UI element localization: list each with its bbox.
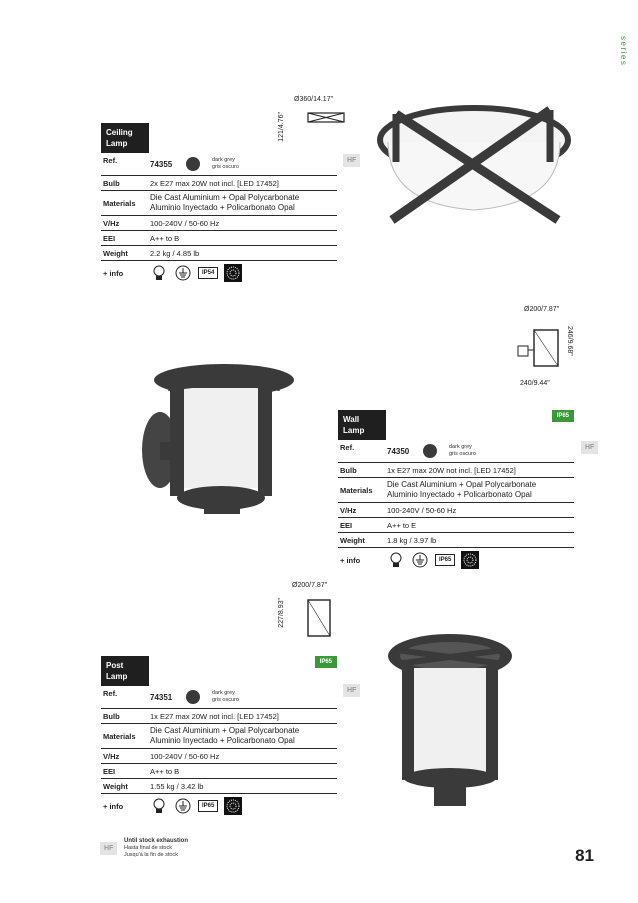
- info-row: [338, 548, 574, 572]
- ref-row: [101, 686, 337, 709]
- ip-rating: IP65: [435, 554, 455, 566]
- eei-label: EEI: [340, 520, 353, 530]
- weight-value: 2.2 kg / 4.85 lb: [150, 248, 200, 258]
- eei-label: EEI: [103, 766, 116, 776]
- ref-label: Ref.: [340, 443, 355, 452]
- materials-es: Aluminio Inyectado + Policarbonato Opal: [150, 203, 295, 212]
- ground-icon: [411, 551, 429, 569]
- eei-value: A++ to E: [387, 520, 417, 530]
- hf-badge: HF: [343, 154, 360, 167]
- bulb-row: [101, 176, 337, 191]
- eei-row: [101, 764, 337, 779]
- materials-value: [150, 724, 337, 748]
- color-es: gris oscuro: [212, 697, 239, 703]
- materials-en: Die Cast Aluminium + Opal Polycarbonate: [150, 193, 300, 202]
- eei-row: [101, 231, 337, 246]
- info-row: [101, 261, 337, 285]
- vhz-row: [101, 216, 337, 231]
- info-label: + info: [340, 555, 361, 565]
- color-swatch: [423, 444, 437, 458]
- bulb-label: Bulb: [103, 711, 120, 721]
- ref-number: 74355: [150, 159, 173, 169]
- materials-row: [338, 478, 574, 503]
- weight-row: [101, 246, 337, 261]
- weight-label: Weight: [340, 535, 365, 545]
- footer-line3: Jusqu'à la fin de stock: [124, 852, 178, 858]
- vhz-label: V/Hz: [340, 505, 357, 515]
- product-post: [101, 656, 337, 818]
- vhz-label: V/Hz: [103, 751, 120, 761]
- dimension-side: 121/4.76": [278, 112, 285, 142]
- ip-rating: IP54: [198, 267, 218, 279]
- color-swatch: [186, 690, 200, 704]
- eei-row: [338, 518, 574, 533]
- ip-badge: IP65: [552, 410, 574, 422]
- dimension-side: 227/8.93": [278, 598, 285, 628]
- bulb-label: Bulb: [340, 465, 357, 475]
- eei-label: EEI: [103, 233, 116, 243]
- category-header: Wall Lamp: [338, 410, 386, 440]
- series-label: series: [619, 36, 628, 67]
- ref-label: Ref.: [103, 689, 118, 698]
- post-lamp-image: [380, 628, 520, 808]
- ref-row: [101, 153, 337, 176]
- info-label: + info: [103, 801, 124, 811]
- pattern-icon: [461, 551, 479, 569]
- bulb-label: Bulb: [103, 178, 120, 188]
- bulb-icon: [150, 797, 168, 815]
- product-ceiling: [101, 123, 337, 285]
- color-en: dark grey: [212, 690, 235, 696]
- category-header: Ceiling Lamp: [101, 123, 149, 153]
- pattern-icon: [224, 797, 242, 815]
- ground-icon: [174, 797, 192, 815]
- wall-lamp-image: [128, 360, 298, 528]
- dimension-drawing-wall: [512, 306, 582, 388]
- hf-badge-footer: HF: [100, 842, 117, 855]
- vhz-value: 100-240V / 50-60 Hz: [387, 505, 457, 515]
- ceiling-lamp-image: [368, 92, 580, 242]
- ip-rating: IP65: [198, 800, 218, 812]
- weight-label: Weight: [103, 781, 128, 791]
- bulb-row: [101, 709, 337, 724]
- hf-badge: HF: [581, 441, 598, 454]
- bulb-icon: [387, 551, 405, 569]
- materials-label: Materials: [340, 485, 373, 495]
- weight-value: 1.8 kg / 3.97 lb: [387, 535, 437, 545]
- wall-drawing-icon: [516, 324, 564, 372]
- materials-value: [387, 478, 574, 502]
- dimension-bottom: 240/9.44": [520, 380, 550, 387]
- eei-value: A++ to B: [150, 766, 180, 776]
- ground-icon: [174, 264, 192, 282]
- color-es: gris oscuro: [212, 164, 239, 170]
- footer-line1: Until stock exhaustion: [124, 838, 189, 844]
- materials-en: Die Cast Aluminium + Opal Polycarbonate: [150, 726, 300, 735]
- dimension-top: Ø200/7.87": [524, 306, 560, 313]
- vhz-label: V/Hz: [103, 218, 120, 228]
- info-label: + info: [103, 268, 124, 278]
- eei-value: A++ to B: [150, 233, 180, 243]
- dimension-top: Ø200/7.87": [292, 582, 328, 589]
- hf-badge: HF: [343, 684, 360, 697]
- color-name: [449, 444, 476, 458]
- color-en: dark grey: [449, 444, 472, 450]
- bulb-value: 1x E27 max 20W not incl. [LED 17452]: [150, 711, 279, 721]
- color-swatch: [186, 157, 200, 171]
- materials-es: Aluminio Inyectado + Policarbonato Opal: [387, 490, 532, 499]
- materials-value: [150, 191, 337, 215]
- materials-row: [101, 724, 337, 749]
- color-en: dark grey: [212, 157, 235, 163]
- materials-label: Materials: [103, 731, 136, 741]
- bulb-icon: [150, 264, 168, 282]
- color-name: [212, 157, 239, 171]
- materials-en: Die Cast Aluminium + Opal Polycarbonate: [387, 480, 537, 489]
- materials-label: Materials: [103, 198, 136, 208]
- dimension-side: 246/9.68": [566, 326, 573, 356]
- color-name: [212, 690, 239, 704]
- dimension-top: Ø360/14.17": [294, 96, 334, 103]
- page-number: 81: [575, 846, 594, 865]
- weight-row: [101, 779, 337, 794]
- weight-value: 1.55 kg / 3.42 lb: [150, 781, 204, 791]
- ref-number: 74351: [150, 692, 173, 702]
- footer-note: [124, 838, 188, 859]
- post-drawing-icon: [304, 598, 334, 640]
- ref-number: 74350: [387, 446, 410, 456]
- materials-es: Aluminio Inyectado + Policarbonato Opal: [150, 736, 295, 745]
- bulb-value: 2x E27 max 20W not incl. [LED 17452]: [150, 178, 279, 188]
- footer-line2: Hasta final de stock: [124, 845, 172, 851]
- dimension-drawing-post: [278, 582, 338, 642]
- category-header: Post Lamp: [101, 656, 149, 686]
- bulb-value: 1x E27 max 20W not incl. [LED 17452]: [387, 465, 516, 475]
- ip-badge: IP65: [315, 656, 337, 668]
- weight-row: [338, 533, 574, 548]
- pattern-icon: [224, 264, 242, 282]
- materials-row: [101, 191, 337, 216]
- info-row: [101, 794, 337, 818]
- ref-row: [338, 440, 574, 463]
- vhz-value: 100-240V / 50-60 Hz: [150, 751, 220, 761]
- vhz-row: [338, 503, 574, 518]
- bulb-row: [338, 463, 574, 478]
- vhz-row: [101, 749, 337, 764]
- ref-label: Ref.: [103, 156, 118, 165]
- color-es: gris oscuro: [449, 451, 476, 457]
- weight-label: Weight: [103, 248, 128, 258]
- vhz-value: 100-240V / 50-60 Hz: [150, 218, 220, 228]
- product-wall: [338, 410, 574, 572]
